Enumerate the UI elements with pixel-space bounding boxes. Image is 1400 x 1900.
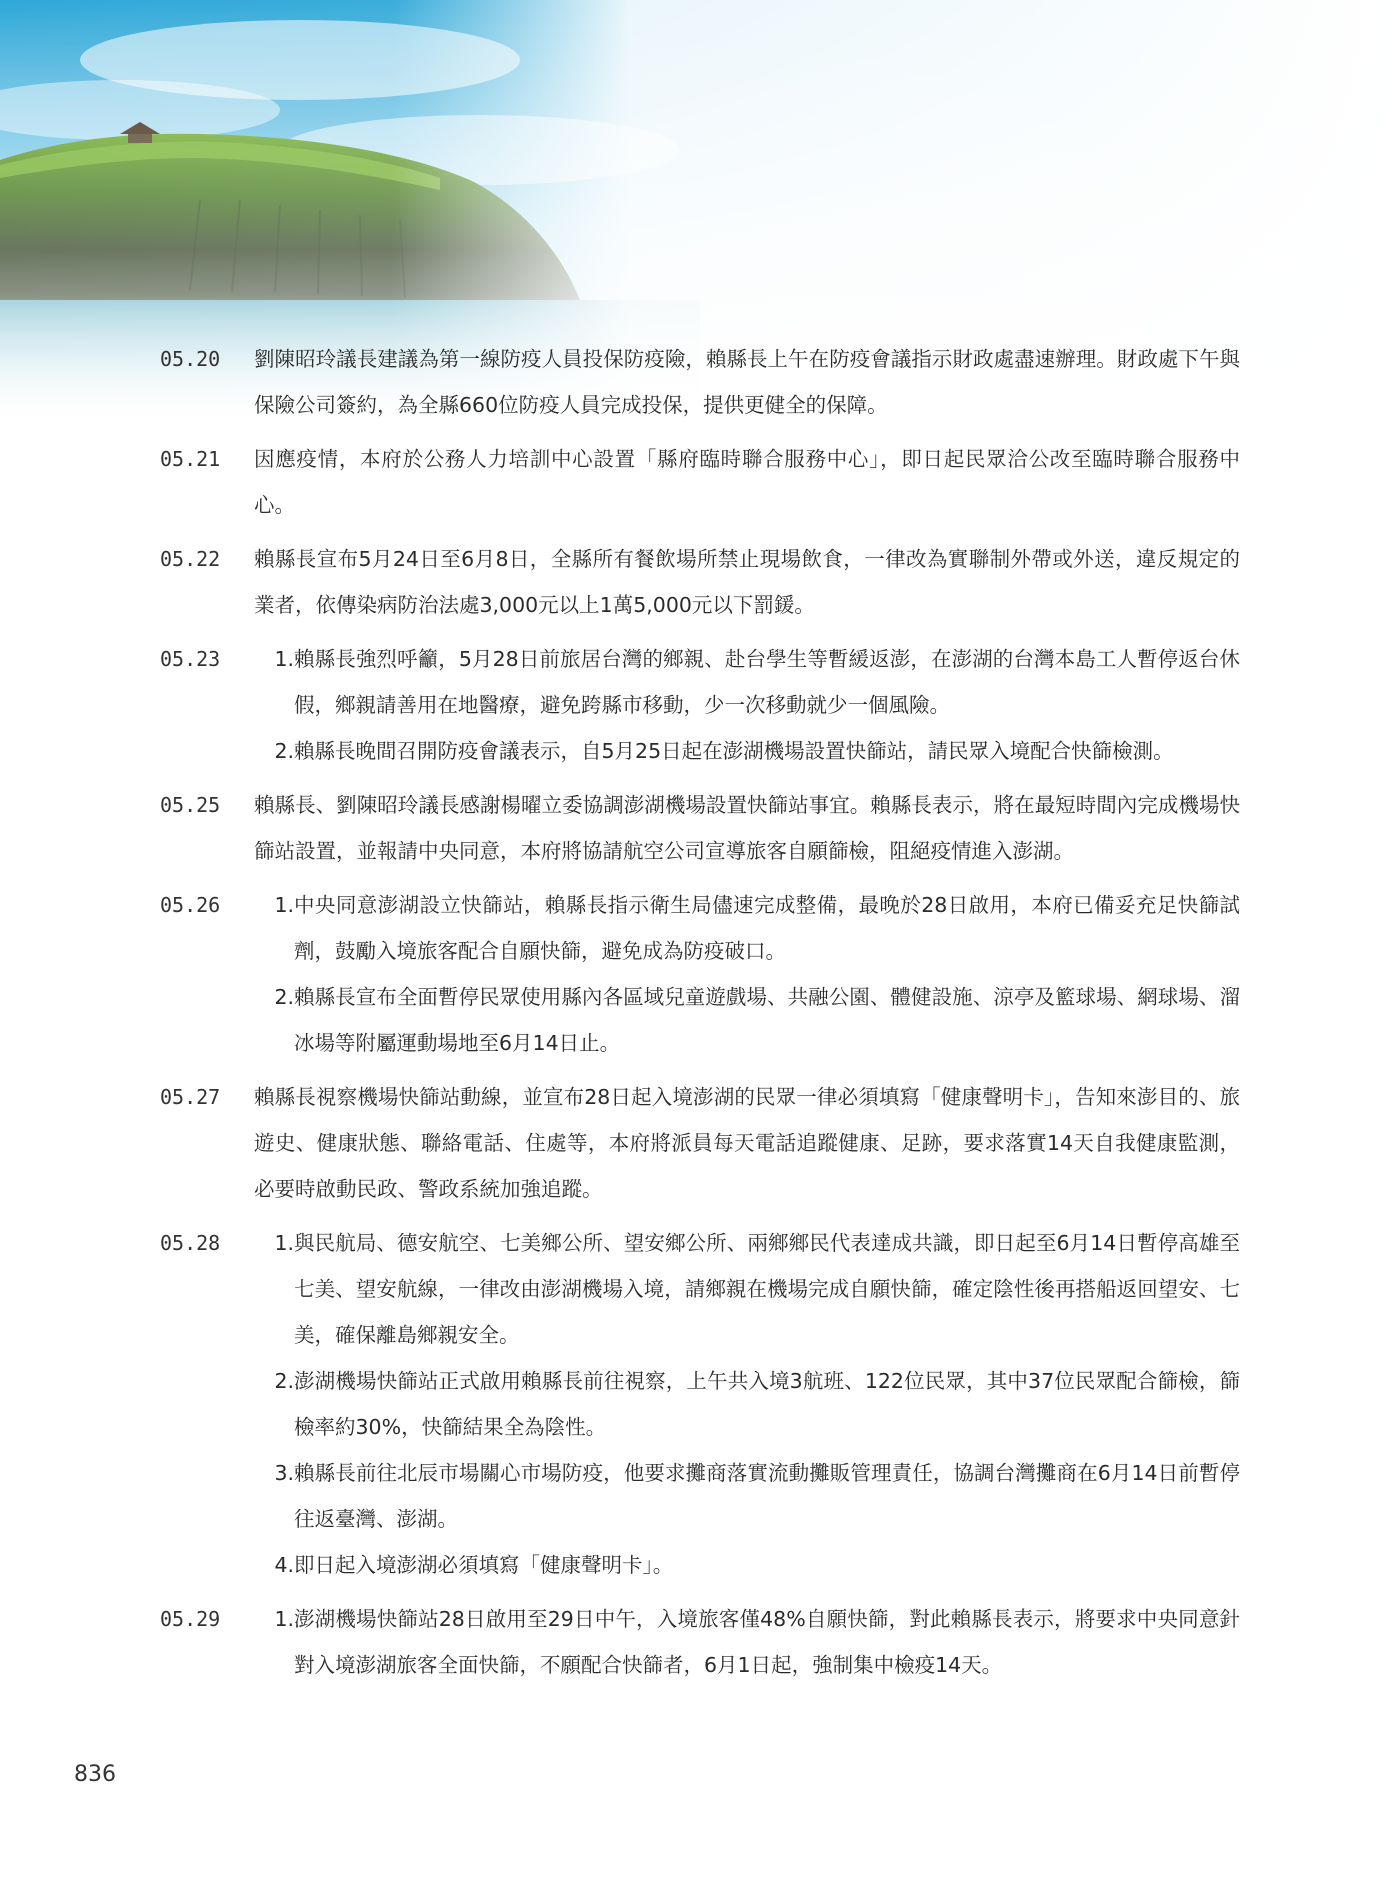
entry-list-item	[254, 1542, 1240, 1588]
item-number: 4.	[274, 1553, 294, 1577]
entry-body	[254, 1220, 1240, 1588]
entry-date: 05.21	[160, 447, 221, 471]
entry-text: 賴縣長宣布5月24日至6月8日，全縣所有餐飲場所禁止現場飲食，一律改為實聯制外帶或外送，違反規定的業者，依傳染病防治法處3,000元以上1萬5,000元以下罰鍰。	[254, 547, 1240, 617]
entry-date: 05.23	[160, 647, 221, 671]
entry-list-item	[254, 1358, 1240, 1450]
entry-body	[254, 436, 1240, 528]
item-text: 澎湖機場快篩站正式啟用賴縣長前往視察，上午共入境3航班、122位民眾，其中37位民眾配合篩檢，篩檢率約30%，快篩結果全為陰性。	[294, 1369, 1240, 1439]
item-number: 3.	[274, 1461, 294, 1485]
item-text: 賴縣長前往北辰市場關心市場防疫，他要求攤商落實流動攤販管理責任，協調台灣攤商在6月14日前暫停往返臺灣、澎湖。	[294, 1461, 1240, 1531]
chronology-entry	[160, 1220, 1240, 1588]
item-number: 2.	[274, 739, 294, 763]
item-number: 1.	[274, 893, 294, 917]
item-text: 賴縣長強烈呼籲，5月28日前旅居台灣的鄉親、赴台學生等暫緩返澎，在澎湖的台灣本島工人暫停返台休假，鄉親請善用在地醫療，避免跨縣市移動，少一次移動就少一個風險。	[294, 647, 1240, 717]
chronology-list	[160, 336, 1240, 1696]
chronology-entry	[160, 336, 1240, 428]
page-number: 836	[74, 1762, 116, 1787]
item-text: 賴縣長晚間召開防疫會議表示，自5月25日起在澎湖機場設置快篩站，請民眾入境配合快篩檢測。	[294, 739, 1174, 763]
entry-date: 05.28	[160, 1231, 221, 1255]
item-text: 澎湖機場快篩站28日啟用至29日中午，入境旅客僅48%自願快篩，對此賴縣長表示，將要求中央同意針對入境澎湖旅客全面快篩，不願配合快篩者，6月1日起，強制集中檢疫14天。	[294, 1607, 1240, 1677]
entry-list-item	[254, 974, 1240, 1066]
entry-text: 賴縣長、劉陳昭玲議長感謝楊曜立委協調澎湖機場設置快篩站事宜。賴縣長表示，將在最短時間內完成機場快篩站設置，並報請中央同意，本府將協請航空公司宣導旅客自願篩檢，阻絕疫情進入澎湖。	[254, 793, 1240, 863]
entry-body	[254, 1596, 1240, 1688]
item-number: 1.	[274, 647, 294, 671]
chronology-entry	[160, 782, 1240, 874]
chronology-entry	[160, 1074, 1240, 1212]
entry-date: 05.26	[160, 893, 221, 917]
entry-text: 賴縣長視察機場快篩站動線，並宣布28日起入境澎湖的民眾一律必須填寫「健康聲明卡」，告知來澎目的、旅遊史、健康狀態、聯絡電話、住處等，本府將派員每天電話追蹤健康、足跡，要求落實14天自我健康監測，必要時啟動民政、警政系統加強追蹤。	[254, 1085, 1240, 1201]
item-text: 即日起入境澎湖必須填寫「健康聲明卡」。	[294, 1553, 674, 1577]
entry-body	[254, 636, 1240, 774]
item-number: 1.	[274, 1231, 294, 1255]
entry-body	[254, 1074, 1240, 1212]
entry-body	[254, 782, 1240, 874]
entry-date: 05.22	[160, 547, 221, 571]
entry-list-item	[254, 728, 1240, 774]
entry-text: 劉陳昭玲議長建議為第一線防疫人員投保防疫險，賴縣長上午在防疫會議指示財政處盡速辦理。財政處下午與保險公司簽約，為全縣660位防疫人員完成投保，提供更健全的保障。	[254, 347, 1240, 417]
chronology-entry	[160, 882, 1240, 1066]
entry-body	[254, 536, 1240, 628]
item-number: 2.	[274, 1369, 294, 1393]
entry-list-item	[254, 1220, 1240, 1358]
entry-date: 05.29	[160, 1607, 221, 1631]
chronology-entry	[160, 436, 1240, 528]
item-number: 1.	[274, 1607, 294, 1631]
item-number: 2.	[274, 985, 294, 1009]
entry-body	[254, 882, 1240, 1066]
entry-text: 因應疫情，本府於公務人力培訓中心設置「縣府臨時聯合服務中心」，即日起民眾洽公改至臨時聯合服務中心。	[254, 447, 1240, 517]
item-text: 與民航局、德安航空、七美鄉公所、望安鄉公所、兩鄉鄉民代表達成共識，即日起至6月14日暫停高雄至七美、望安航線，一律改由澎湖機場入境，請鄉親在機場完成自願快篩，確定陰性後再搭船返回望安、七美，確保離島鄉親安全。	[294, 1231, 1240, 1347]
item-text: 賴縣長宣布全面暫停民眾使用縣內各區域兒童遊戲場、共融公園、體健設施、涼亭及籃球場、網球場、溜冰場等附屬運動場地至6月14日止。	[294, 985, 1240, 1055]
chronology-entry	[160, 536, 1240, 628]
chronology-entry	[160, 1596, 1240, 1688]
item-text: 中央同意澎湖設立快篩站，賴縣長指示衛生局儘速完成整備，最晚於28日啟用，本府已備妥充足快篩試劑，鼓勵入境旅客配合自願快篩，避免成為防疫破口。	[294, 893, 1240, 963]
entry-date: 05.25	[160, 793, 221, 817]
entry-list-item	[254, 1596, 1240, 1688]
entry-list-item	[254, 1450, 1240, 1542]
entry-list-item	[254, 882, 1240, 974]
entry-list-item	[254, 636, 1240, 728]
entry-body	[254, 336, 1240, 428]
chronology-entry	[160, 636, 1240, 774]
entry-date: 05.27	[160, 1085, 221, 1109]
entry-date: 05.20	[160, 347, 221, 371]
